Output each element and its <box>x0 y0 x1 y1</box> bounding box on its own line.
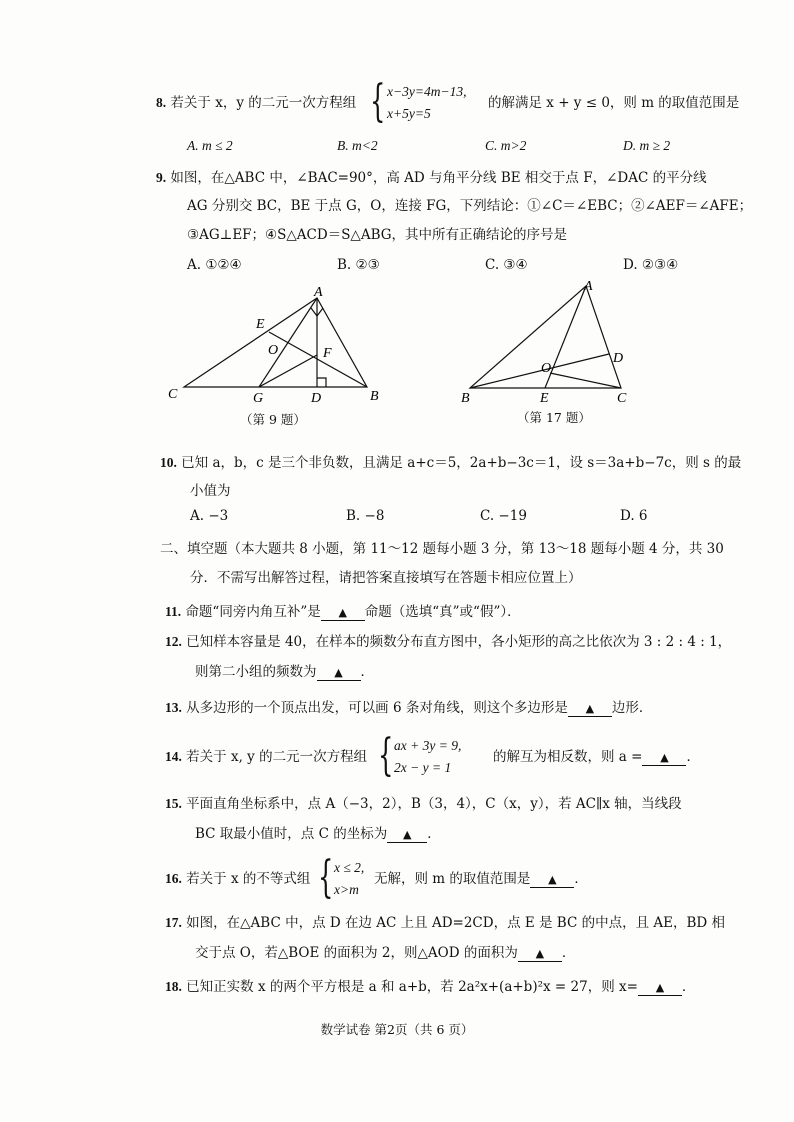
q11 <box>165 603 521 621</box>
page-footer: 数学试卷 第2页（共 6 页） <box>320 1022 474 1037</box>
q8-question <box>156 94 356 112</box>
q14-equation-2: 2x − y = 1 <box>394 760 452 775</box>
q14-question <box>165 748 367 766</box>
fig17-label-d: D <box>613 351 624 366</box>
q8-equation-1: x−3y=4m−13, <box>387 84 467 99</box>
section-2-heading: 二、填空题（本大题共 8 小题，第 11～12 题每小题 3 分，第 13～18 题每小题 4 分，共 30 <box>160 541 724 557</box>
figure-17 <box>455 276 645 406</box>
q13-prefix: 从多边形的一个顶点出发，可以画 6 条对角线，则这个多边形是 <box>186 700 568 716</box>
q10-number: 10. <box>160 455 177 470</box>
q16-number: 16. <box>165 871 182 886</box>
q16-tail <box>374 870 588 888</box>
fig9-label-f: F <box>323 346 332 361</box>
q15-prefix: BC 取最小值时，点 C 的坐标为 <box>195 826 388 842</box>
q13 <box>165 699 652 717</box>
q14-answer-blank[interactable]: ▲ <box>642 751 686 766</box>
q10-text-1: 已知 a，b，c 是三个非负数，且满足 a+c＝5，2a+b−3c＝1，设 s＝3a+b−7c，则 s 的最 <box>181 455 742 471</box>
q14-suffix: 的解互为相反数，则 a = <box>493 749 643 765</box>
figure-9 <box>160 282 390 412</box>
q8-option-a[interactable]: A. m ≤ 2 <box>187 138 233 153</box>
fig17-segment-bd <box>470 354 609 388</box>
q11-number: 11. <box>165 604 182 619</box>
q9-option-d[interactable]: D. ②③④ <box>623 257 679 273</box>
q16-end: ． <box>574 871 588 887</box>
q13-suffix: 边形． <box>611 700 653 716</box>
q15-answer-blank[interactable]: ▲ <box>387 828 427 843</box>
q10-option-b[interactable]: B. −8 <box>346 508 385 524</box>
fig9-label-d: D <box>311 391 322 406</box>
q8-option-d[interactable]: D. m ≥ 2 <box>623 138 671 153</box>
q11-prefix: 命题“同旁内角互补”是 <box>185 604 321 620</box>
q14-equation-1: ax + 3y = 9, <box>394 738 462 753</box>
q10-option-d[interactable]: D. 6 <box>620 508 648 524</box>
q17-answer-blank[interactable]: ▲ <box>518 947 562 962</box>
q16-question <box>165 870 310 888</box>
q18-answer-blank[interactable]: ▲ <box>638 981 682 996</box>
q17-suffix: ． <box>561 945 576 961</box>
q8-option-b[interactable]: B. m<2 <box>337 138 378 153</box>
q18 <box>165 978 695 996</box>
q9-option-a[interactable]: A. ①②④ <box>187 257 242 273</box>
q16-answer-blank[interactable]: ▲ <box>530 873 574 888</box>
fig9-label-c: C <box>168 387 178 402</box>
q9-option-b[interactable]: B. ②③ <box>337 257 380 273</box>
q13-number: 13. <box>165 700 182 715</box>
fig9-right-angle-d <box>317 378 326 387</box>
q15-number: 15. <box>165 796 182 811</box>
q15-text-1: 平面直角坐标系中，点 A（−3，2），B（3，4），C（x，y），若 AC∥x 轴，当线段 <box>186 796 682 812</box>
q9-option-c[interactable]: C. ③④ <box>485 257 528 273</box>
q8-number: 8. <box>156 95 167 110</box>
fig17-label-b: B <box>461 391 470 406</box>
q8-brace: { <box>370 76 386 127</box>
q14-prefix: 若关于 x, y 的二元一次方程组 <box>186 749 368 765</box>
q14-brace: { <box>378 730 394 781</box>
fig17-label-a: A <box>584 279 593 294</box>
q14-number: 14. <box>165 749 182 764</box>
q18-suffix: ． <box>681 979 696 995</box>
q14-end: ． <box>686 749 700 765</box>
fig9-label-b: B <box>370 389 379 404</box>
q15-line-2 <box>195 825 441 843</box>
q18-number: 18. <box>165 979 182 994</box>
q15-line-1 <box>165 795 682 813</box>
fig17-label-e: E <box>540 391 549 406</box>
fig9-segment-fg <box>259 355 317 387</box>
q16-brace: { <box>318 852 334 903</box>
q17-text-1: 如图，在△ABC 中，点 D 在边 AC 上且 AD=2CD，点 E 是 BC 的中点，且 AE，BD 相 <box>186 915 726 931</box>
fig17-segment-oc <box>550 373 621 388</box>
q9-line-1 <box>156 169 707 187</box>
q8-option-c[interactable]: C. m>2 <box>485 138 527 153</box>
q11-answer-blank[interactable]: ▲ <box>321 606 365 621</box>
q11-suffix: 命题（选填“真”或“假”）． <box>364 604 521 620</box>
q10-option-a[interactable]: A. −3 <box>190 508 229 524</box>
fig9-label-o: O <box>268 343 279 358</box>
q12-line-1 <box>165 633 731 651</box>
q17-line-2 <box>195 944 575 962</box>
q17-number: 17. <box>165 915 182 930</box>
q17-prefix: 交于点 O，若△BOE 的面积为 2，则△AOD 的面积为 <box>195 945 518 961</box>
fig9-label-g: G <box>253 391 264 406</box>
q12-line-2 <box>195 663 374 681</box>
q10-option-c[interactable]: C. −19 <box>480 508 527 524</box>
q9-line-3: ③AG⊥EF；④S△ACD＝S△ABG，其中所有正确结论的序号是 <box>187 227 568 243</box>
q8-prefix: 若关于 x，y 的二元一次方程组 <box>170 95 357 111</box>
section-2-instructions: 分．不需写出解答过程，请把答案直接填写在答题卡相应位置上） <box>190 570 582 586</box>
q9-text-1: 如图，在△ABC 中，∠BAC=90°，高 AD 与角平分线 BE 相交于点 F，∠DAC 的平分线 <box>170 170 707 186</box>
q12-suffix: ． <box>360 664 374 680</box>
q9-line-2: AG 分别交 BC，BE 于点 G，O，连接 FG，下列结论：①∠C＝∠EBC；②∠AEF＝∠AFE； <box>187 198 753 214</box>
q12-text-1: 已知样本容量是 40，在样本的频数分布直方图中，各小矩形的高之比依次为 3 : 2 : 4 : 1， <box>186 634 732 650</box>
q16-equation-2: x>m <box>334 882 359 897</box>
fig17-label-c: C <box>617 391 627 406</box>
q16-equation-1: x ≤ 2, <box>334 860 365 875</box>
fig17-label-o: O <box>541 361 552 376</box>
q10-line-2: 小值为 <box>190 483 231 499</box>
fig9-label-a: A <box>314 285 323 300</box>
q9-number: 9. <box>156 170 167 185</box>
q16-prefix: 若关于 x 的不等式组 <box>186 871 311 887</box>
q15-suffix: ． <box>427 826 441 842</box>
q12-number: 12. <box>165 634 182 649</box>
figure-9-caption: （第 9 题） <box>240 412 306 427</box>
fig9-bisector-be <box>269 332 367 387</box>
fig9-label-e: E <box>256 317 265 332</box>
q14-tail <box>493 748 700 766</box>
q12-answer-blank[interactable]: ▲ <box>317 666 361 681</box>
q8-equation-2: x+5y=5 <box>387 106 431 121</box>
q8-suffix: 的解满足 x + y ≤ 0，则 m 的取值范围是 <box>488 95 740 111</box>
q13-answer-blank[interactable]: ▲ <box>568 702 612 717</box>
q17-line-1 <box>165 914 725 932</box>
q16-suffix: 无解，则 m 的取值范围是 <box>374 871 531 887</box>
q10-line-1 <box>160 454 741 472</box>
q12-prefix: 则第二小组的频数为 <box>195 664 317 680</box>
figure-17-caption: （第 17 题） <box>517 410 591 425</box>
q18-prefix: 已知正实数 x 的两个平方根是 a 和 a+b，若 2a²x+(a+b)²x = 27，则 x= <box>186 979 638 995</box>
